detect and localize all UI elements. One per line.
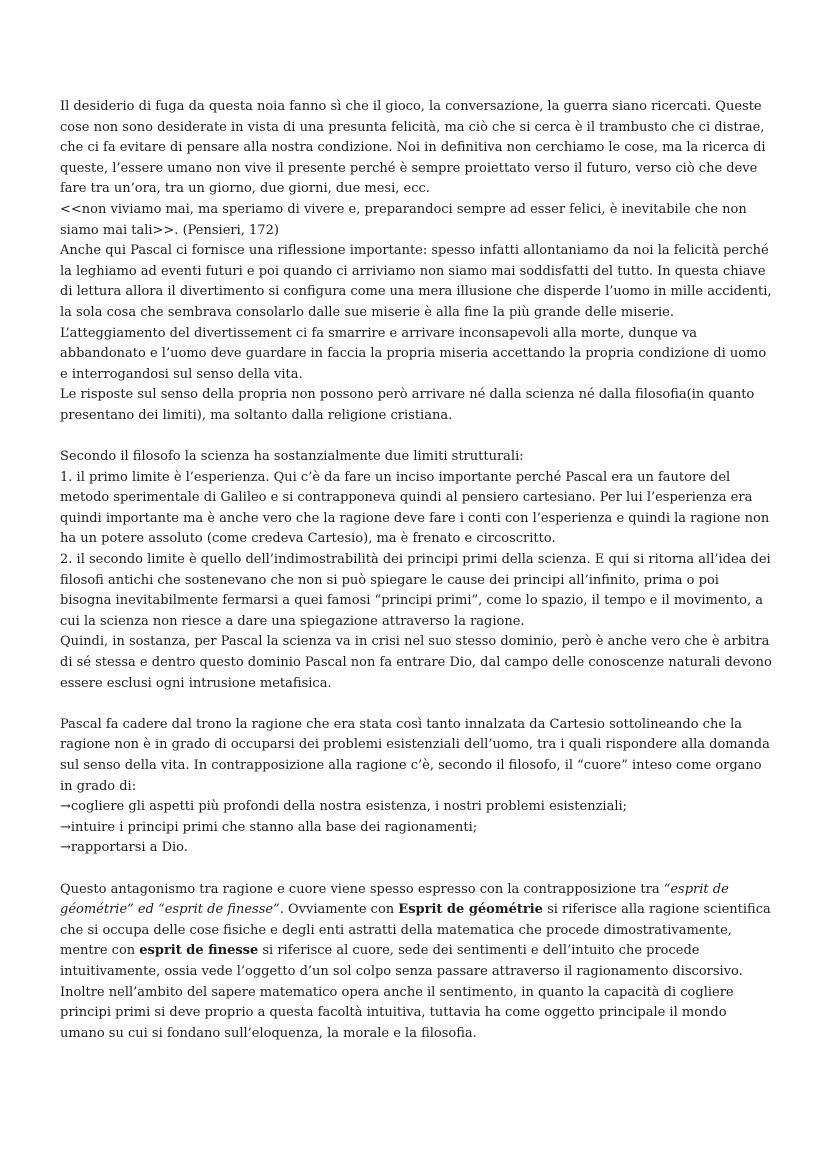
spacer — [60, 859, 772, 880]
document-page — [60, 97, 772, 1044]
bold-esprit-de-geometrie: Esprit de géométrie — [398, 902, 543, 918]
paragraph-limiti-intro: Secondo il filosofo la scienza ha sostanzialmente due limiti strutturali: — [60, 449, 524, 465]
text-run: si riferisce alla ragione scientifica che si occupa delle cose fisiche e degli enti astratti della matematica che procede dimostrativamente, mentre con — [60, 902, 771, 959]
spacer — [60, 427, 772, 448]
italic-esprit-terms: “esprit de géométrie” ed “esprit de finesse” — [60, 881, 729, 918]
list-item-limite-1: 1. il primo limite è l’esperienza. Qui c’è da fare un inciso importante perché Pascal era un fautore del metodo sperimentale di Galileo e si contrapponeva quindi al pensiero cartesiano. Per lui l’esperienza era quindi importante ma è anche vero che la ragione deve fare i conti con l’esperienza e quindi la ragione non ha un potere assoluto (come credeva Cartesio), ma è frenato e circoscritto. — [60, 469, 770, 547]
quote-pensieri: <<non viviamo mai, ma speriamo di vivere e, preparandoci sempre ad esser felici, è inevitabile che non siamo mai tali>>. (Pensieri, 172) — [60, 201, 747, 238]
bold-esprit-de-finesse: esprit de finesse — [139, 943, 259, 959]
list-item-limite-2: 2. il secondo limite è quello dell’indimostrabilità dei principi primi della scienza. E qui si ritorna all’idea dei filosofi antichi che sostenevano che non si può spiegare le cause dei principi all’infinito, prima o poi bisogna inevitabilmente fermarsi a quei famosi “principi primi”, come lo spazio, il tempo e il movimento, a cui la scienza non riesce a dare una spiegazione attraverso la ragione. — [60, 552, 771, 629]
spacer — [60, 694, 772, 715]
list-item-cuore-2: →intuire i principi primi che stanno alla base dei ragionamenti; — [60, 819, 478, 835]
paragraph-fuga: Il desiderio di fuga da questa noia fanno sì che il gioco, la conversazione, la guerra siano ricercati. Queste cose non sono desiderate in vista di una presunta felicità, ma ciò che si cerca è il trambusto che ci distrae, che ci fa evitare di pensare alla nostra condizione. Noi in definitiva non cerchiamo le cose, ma la ricerca di queste, l’essere umano non vive il presente perché è sempre proiettato verso il futuro, verso ciò che deve fare tra un’ora, tra un giorno, due giorni, due mesi, ecc. — [60, 99, 766, 197]
list-item-cuore-3: →rapportarsi a Dio. — [60, 840, 188, 856]
text-run: si riferisce al cuore, sede dei sentimenti e dell’intuito che procede intuitivamente, ossia vede l’oggetto d’un sol colpo senza passare attraverso il ragionamento discorsivo. Inoltre nell’ambito del sapere matematico opera anche il sentimento, in quanto la capacità di cogliere principi primi si deve proprio a questa facoltà intuitiva, tuttavia ha come oggetto principale il mondo umano su cui si fondano sull’eloquenza, la morale e la filosofia. — [60, 943, 743, 1041]
paragraph-esprit — [60, 880, 772, 1045]
paragraph-risposte: Le risposte sul senso della propria non possono però arrivare né dalla scienza né dalla filosofia(in quanto presentano dei limiti), ma soltanto dalla religione cristiana. — [60, 387, 755, 423]
text-run: . Ovviamente con — [279, 902, 399, 918]
paragraph-conclusione-scienza: Quindi, in sostanza, per Pascal la scienza va in crisi nel suo stesso dominio, però è anche vero che è arbitra di sé stessa e dentro questo dominio Pascal non fa entrare Dio, dal campo delle conoscenze naturali devono essere esclusi ogni intrusione metafisica. — [60, 634, 772, 691]
paragraph-riflessione: Anche qui Pascal ci fornisce una riflessione importante: spesso infatti allontaniamo da noi la felicità perché la leghiamo ad eventi futuri e poi quando ci arriviamo non siamo mai soddisfatti del tutto. In questa chiave di lettura allora il divertimento si configura come una mera illusione che disperde l’uomo in mille accidenti, la sola cosa che sembrava consolarlo dalle sue miserie è alla fine la più grande delle miserie. — [60, 243, 772, 320]
text-run: Questo antagonismo tra ragione e cuore viene spesso espresso con la contrapposizione tra — [60, 881, 664, 897]
paragraph-cuore-intro: Pascal fa cadere dal trono la ragione che era stata così tanto innalzata da Cartesio sottolineando che la ragione non è in grado di occuparsi dei problemi esistenziali dell’uomo, tra i quali rispondere alla domanda sul senso della vita. In contrapposizione alla ragione c’è, secondo il filosofo, il “cuore” inteso come organo in grado di: — [60, 716, 770, 794]
paragraph-divertissement: L’atteggiamento del divertissement ci fa smarrire e arrivare inconsapevoli alla morte, dunque va abbandonato e l’uomo deve guardare in faccia la propria miseria accettando la propria condizione di uomo e interrogandosi sul senso della vita. — [60, 325, 767, 382]
list-item-cuore-1: →cogliere gli aspetti più profondi della nostra esistenza, i nostri problemi esistenziali; — [60, 799, 628, 815]
